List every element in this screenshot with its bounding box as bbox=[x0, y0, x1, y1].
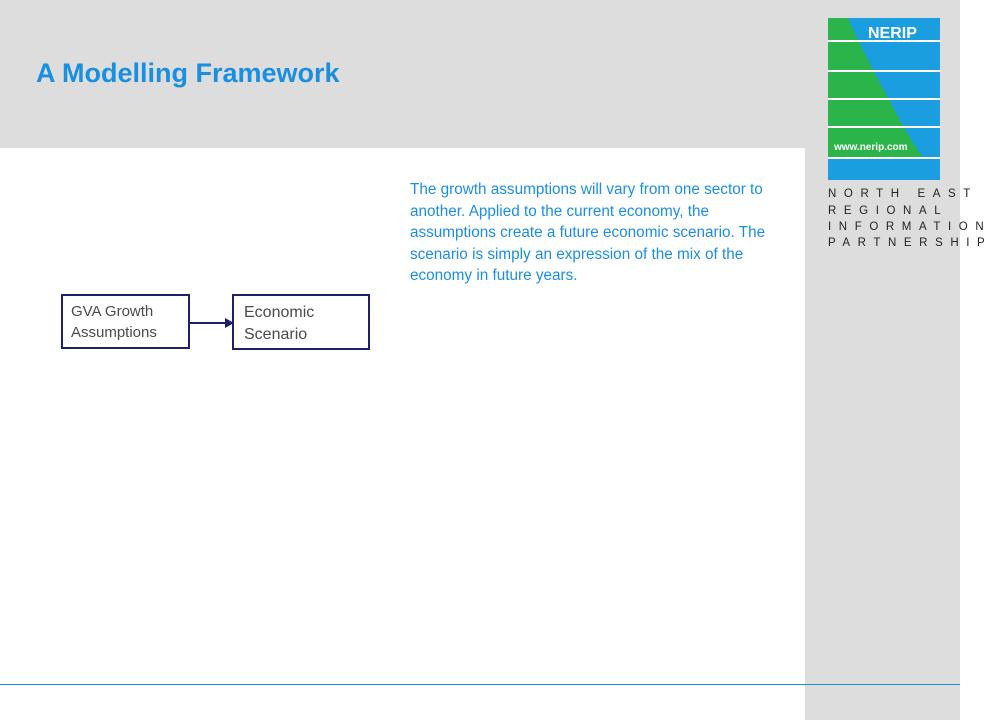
economic-scenario-box bbox=[232, 294, 370, 350]
gva-growth-assumptions-box bbox=[61, 294, 190, 349]
footer-divider bbox=[0, 684, 960, 685]
logo-url: www.nerip.com bbox=[834, 142, 908, 153]
logo-graphic-icon bbox=[828, 18, 940, 180]
logo-wordmark-line-3: INFORMATION bbox=[828, 221, 992, 233]
description-text: The growth assumptions will vary from one sector to another. Applied to the current economy, the assumptions create a future economic scenario. The scenario is simply an expression of the mix of the economy in future years. bbox=[410, 181, 766, 284]
logo-wordmark-line-4: PARTNERSHIP bbox=[828, 237, 992, 249]
gva-box-line-1: GVA Growth bbox=[71, 303, 154, 320]
scenario-box-line-1: Economic bbox=[244, 304, 315, 321]
logo-wordmark-line-2: REGIONAL bbox=[828, 205, 949, 217]
logo-wordmark-line-1: NORTH EAST bbox=[828, 188, 978, 200]
logo-acronym: NERIP bbox=[868, 25, 917, 42]
gva-box-line-2: Assumptions bbox=[71, 324, 157, 341]
scenario-box-line-2: Scenario bbox=[244, 326, 308, 343]
flow-arrow-icon bbox=[189, 314, 235, 332]
page-title: A Modelling Framework bbox=[36, 58, 340, 88]
nerip-logo bbox=[828, 18, 940, 180]
